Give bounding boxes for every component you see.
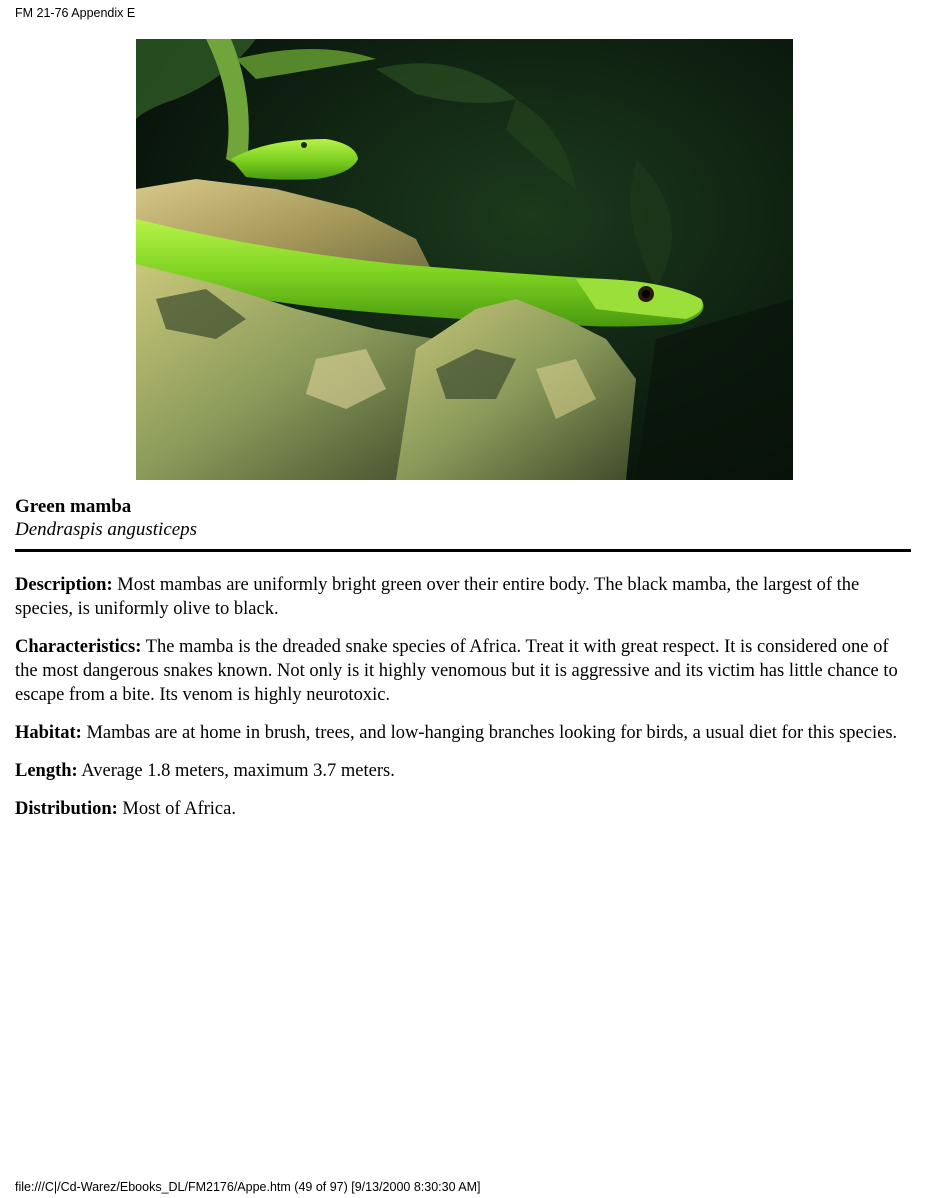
- characteristics-text: The mamba is the dreaded snake species of Africa. Treat it with great respect. It is considered one of the most dangerous snakes known. Not only is it highly venomous but it is aggressive and its victim has little chance to escape from a bite. Its venom is highly neurotoxic.: [15, 637, 898, 705]
- distribution-text: Most of Africa.: [117, 799, 236, 819]
- characteristics-label: Characteristics:: [15, 637, 142, 657]
- page-header-title: FM 21-76 Appendix E: [15, 6, 136, 20]
- description-label: Description:: [15, 575, 113, 595]
- length-paragraph: [15, 759, 911, 783]
- characteristics-paragraph: [15, 635, 911, 707]
- distribution-paragraph: [15, 797, 911, 821]
- green-mamba-photo: [136, 39, 793, 480]
- species-common-name: Green mamba: [15, 496, 132, 517]
- page-footer-path: file:///C|/Cd-Warez/Ebooks_DL/FM2176/Appe.htm (49 of 97) [9/13/2000 8:30:30 AM]: [15, 1180, 481, 1194]
- species-scientific-name: Dendraspis angusticeps: [15, 519, 198, 540]
- distribution-label: Distribution:: [15, 799, 118, 819]
- length-text: Average 1.8 meters, maximum 3.7 meters.: [77, 761, 395, 781]
- species-details: [15, 573, 911, 835]
- length-label: Length:: [15, 761, 78, 781]
- habitat-paragraph: [15, 721, 911, 745]
- description-paragraph: [15, 573, 911, 621]
- habitat-text: Mambas are at home in brush, trees, and low-hanging branches looking for birds, a usual diet for this species.: [81, 723, 898, 743]
- habitat-label: Habitat:: [15, 723, 82, 743]
- description-text: Most mambas are uniformly bright green over their entire body. The black mamba, the largest of the species, is uniformly olive to black.: [15, 575, 860, 619]
- section-divider: [15, 549, 911, 552]
